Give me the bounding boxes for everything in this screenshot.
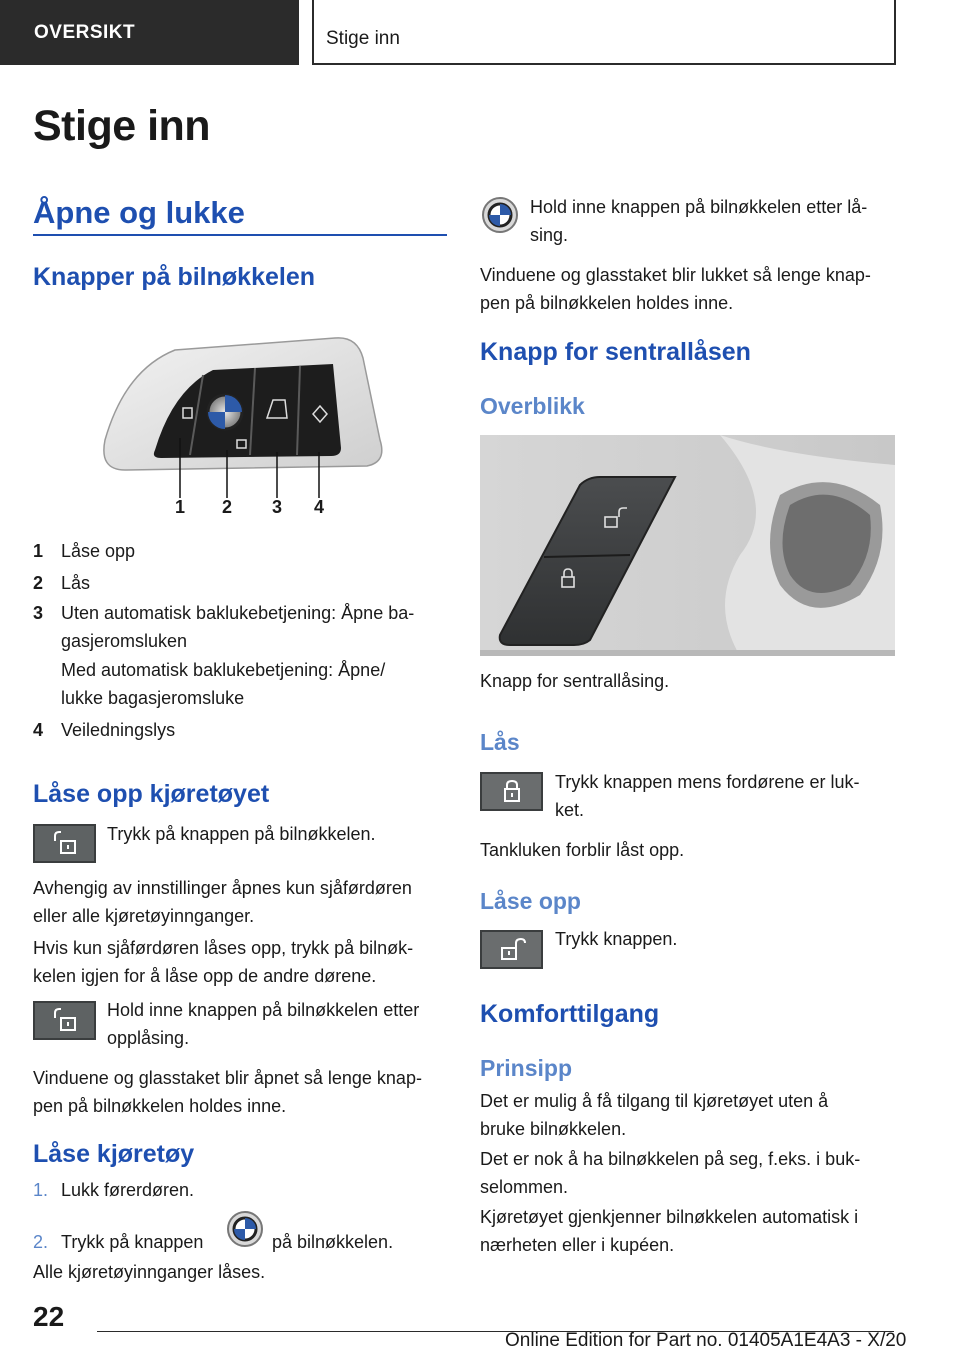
legend-num: 4 — [33, 720, 44, 740]
key-fob-illustration — [95, 330, 395, 520]
heading-central-lock: Knapp for sentrallåsen — [480, 338, 751, 366]
unlock-button-icon — [480, 930, 543, 969]
heading-lock-vehicle: Låse kjøretøy — [33, 1140, 195, 1168]
header-title: Stige inn — [326, 28, 400, 49]
legend-text: lukke bagasjeromsluke — [61, 688, 245, 708]
step-number: 2. — [33, 1232, 49, 1252]
unlock-instruction: Trykk på knappen på bilnøkkelen. — [107, 824, 376, 844]
bmw-logo-button-icon — [481, 196, 519, 234]
central-lock-panel-photo — [480, 435, 895, 656]
legend-text: gasjeromsluken — [61, 631, 188, 651]
legend-num: 1 — [33, 541, 44, 561]
paragraph: Avhengig av innstillinger åpnes kun sjåførdøren — [33, 878, 412, 898]
section-rule — [33, 234, 447, 236]
step-text: Lukk førerdøren. — [61, 1180, 195, 1200]
paragraph: Tankluken forblir låst opp. — [480, 840, 685, 860]
paragraph: pen på bilnøkkelen holdes inne. — [480, 293, 734, 313]
page-title: Stige inn — [33, 102, 211, 150]
paragraph: Vinduene og glasstaket blir lukket så lenge knap- — [480, 265, 871, 285]
paragraph: eller alle kjøretøyinnganger. — [33, 906, 255, 926]
paragraph: kelen igjen for å låse opp de andre dørene. — [33, 966, 377, 986]
paragraph: Alle kjøretøyinnganger låses. — [33, 1262, 266, 1282]
step-text: på bilnøkkelen. — [272, 1232, 394, 1252]
paragraph: Kjøretøyet gjenkjenner bilnøkkelen automatisk i — [480, 1207, 859, 1227]
hold-instruction: opplåsing. — [107, 1028, 190, 1048]
heading-principle: Prinsipp — [480, 1055, 573, 1081]
legend-text: Med automatisk baklukebetjening: Åpne/ — [61, 660, 386, 680]
step-number: 1. — [33, 1180, 49, 1200]
unlock-icon — [35, 1003, 94, 1038]
paragraph: bruke bilnøkkelen. — [480, 1119, 627, 1139]
heading-lock: Lås — [480, 729, 520, 755]
footer-edition: Online Edition for Part no. 01405A1E4A3 - X/20 — [505, 1330, 907, 1351]
unlock-button-icon — [33, 824, 96, 863]
page-number: 22 — [33, 1301, 65, 1332]
legend-num: 2 — [33, 573, 44, 593]
legend-text: Veiledningslys — [61, 720, 176, 740]
unlock-instruction: Trykk knappen. — [555, 929, 678, 949]
step-text: Trykk på knappen — [61, 1232, 204, 1252]
unlock-icon — [482, 932, 541, 967]
heading-comfort-access: Komforttilgang — [480, 1000, 660, 1028]
legend-text: Uten automatisk baklukebetjening: Åpne ba- — [61, 603, 415, 623]
legend-num: 3 — [33, 603, 44, 623]
paragraph: Vinduene og glasstaket blir åpnet så lenge knap- — [33, 1068, 422, 1088]
heading-unlock: Låse opp — [480, 888, 581, 914]
key-label-4: 4 — [314, 497, 325, 517]
heading-unlock-vehicle: Låse opp kjøretøyet — [33, 780, 270, 808]
hold-lock-instruction: sing. — [530, 225, 569, 245]
key-label-1: 1 — [175, 497, 186, 517]
header-divider — [312, 0, 314, 64]
unlock-icon — [35, 826, 94, 861]
bmw-logo-button-icon — [226, 1210, 264, 1248]
legend-text: Lås — [61, 573, 91, 593]
lock-instruction: Trykk knappen mens fordørene er luk- — [555, 772, 860, 792]
heading-overview: Overblikk — [480, 393, 585, 419]
unlock-button-icon — [33, 1001, 96, 1040]
photo-caption: Knapp for sentrallåsing. — [480, 671, 670, 691]
lock-button-icon — [480, 772, 543, 811]
section-tab[interactable]: OVERSIKT — [0, 0, 299, 65]
paragraph: Hvis kun sjåførdøren låses opp, trykk på bilnøk- — [33, 938, 414, 958]
paragraph: Det er mulig å få tilgang til kjøretøyet uten å — [480, 1091, 829, 1111]
key-label-3: 3 — [272, 497, 283, 517]
paragraph: selommen. — [480, 1177, 569, 1197]
heading-key-buttons: Knapper på bilnøkkelen — [33, 263, 316, 291]
lock-instruction: ket. — [555, 800, 585, 820]
lock-icon — [482, 774, 541, 809]
paragraph: pen på bilnøkkelen holdes inne. — [33, 1096, 287, 1116]
key-label-2: 2 — [222, 497, 233, 517]
section-heading-open-close: Åpne og lukke — [33, 195, 245, 230]
hold-lock-instruction: Hold inne knappen på bilnøkkelen etter lå- — [530, 197, 868, 217]
legend-text: Låse opp — [61, 541, 136, 561]
paragraph: Det er nok å ha bilnøkkelen på seg, f.eks. i buk- — [480, 1149, 861, 1169]
paragraph: nærheten eller i kupéen. — [480, 1235, 675, 1255]
hold-instruction: Hold inne knappen på bilnøkkelen etter — [107, 1000, 420, 1020]
